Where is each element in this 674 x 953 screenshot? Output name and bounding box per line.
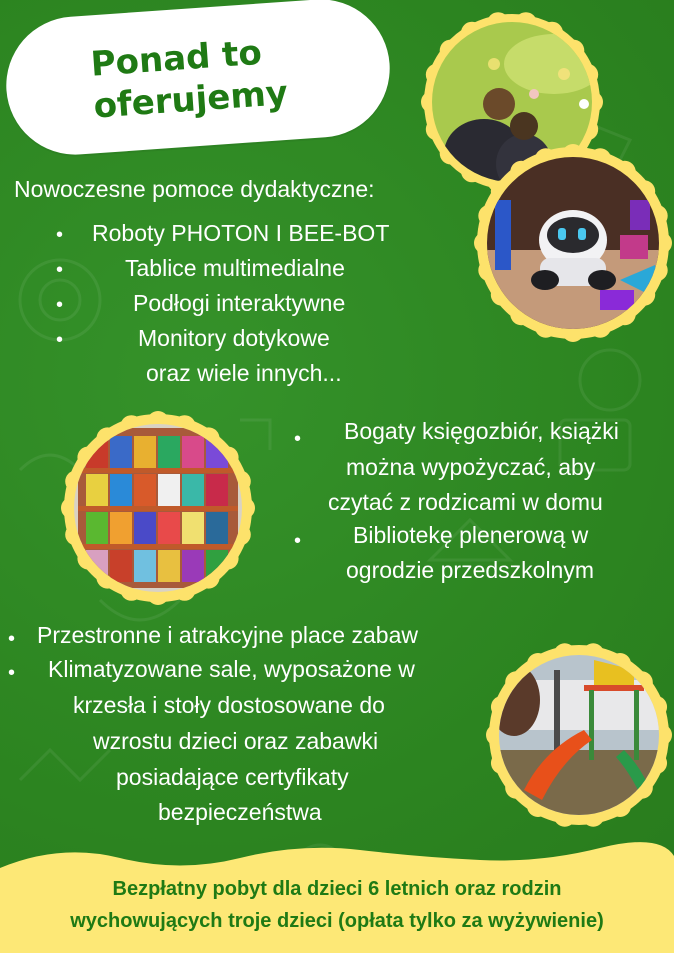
- bullet-icon: •: [56, 329, 64, 351]
- bullet-icon: •: [56, 224, 64, 246]
- photo-bookshelf: [58, 408, 258, 608]
- list-item: Podłogi interaktywne: [133, 290, 346, 316]
- title-line-2: oferujemy: [92, 73, 290, 127]
- page-title: [89, 28, 314, 127]
- list-item-line: Bogaty księgozbiór, książki: [344, 418, 619, 444]
- photo-playground: [484, 640, 674, 830]
- section1-heading: Nowoczesne pomoce dydaktyczne:: [14, 176, 375, 202]
- bullet-icon: •: [8, 628, 16, 650]
- footer-line-2: wychowujących troje dzieci (opłata tylko za wyżywienie): [70, 910, 604, 932]
- list-item-tail: oraz wiele innych...: [146, 360, 342, 386]
- bullet-icon: •: [294, 428, 302, 450]
- list-item-line: czytać z rodzicami w domu: [328, 489, 603, 515]
- list-item-line: można wypożyczać, aby: [346, 454, 596, 480]
- list-item: Tablice multimedialne: [125, 255, 345, 281]
- list-item-line: posiadające certyfikaty: [116, 764, 349, 790]
- bullet-icon: •: [56, 294, 64, 316]
- list-item-line: bezpieczeństwa: [158, 799, 322, 825]
- list-item-line: ogrodzie przedszkolnym: [346, 557, 595, 583]
- footer-line-1: Bezpłatny pobyt dla dzieci 6 letnich oraz rodzin: [112, 878, 562, 900]
- list-item-line: Przestronne i atrakcyjne place zabaw: [37, 622, 418, 648]
- list-item-line: Klimatyzowane sale, wyposażone w: [48, 656, 415, 682]
- bullet-icon: •: [8, 662, 16, 684]
- bullet-icon: •: [56, 259, 64, 281]
- list-item-line: krzesła i stoły dostosowane do: [73, 692, 385, 718]
- list-item: Monitory dotykowe: [138, 325, 330, 351]
- bullet-icon: •: [294, 530, 302, 552]
- title-line-1: Ponad to: [89, 32, 263, 85]
- list-item-line: Bibliotekę plenerową w: [353, 522, 589, 548]
- list-item: Roboty PHOTON I BEE-BOT: [92, 220, 390, 246]
- list-item-line: wzrostu dzieci oraz zabawki: [93, 728, 379, 754]
- photo-photon-robot: [470, 140, 674, 346]
